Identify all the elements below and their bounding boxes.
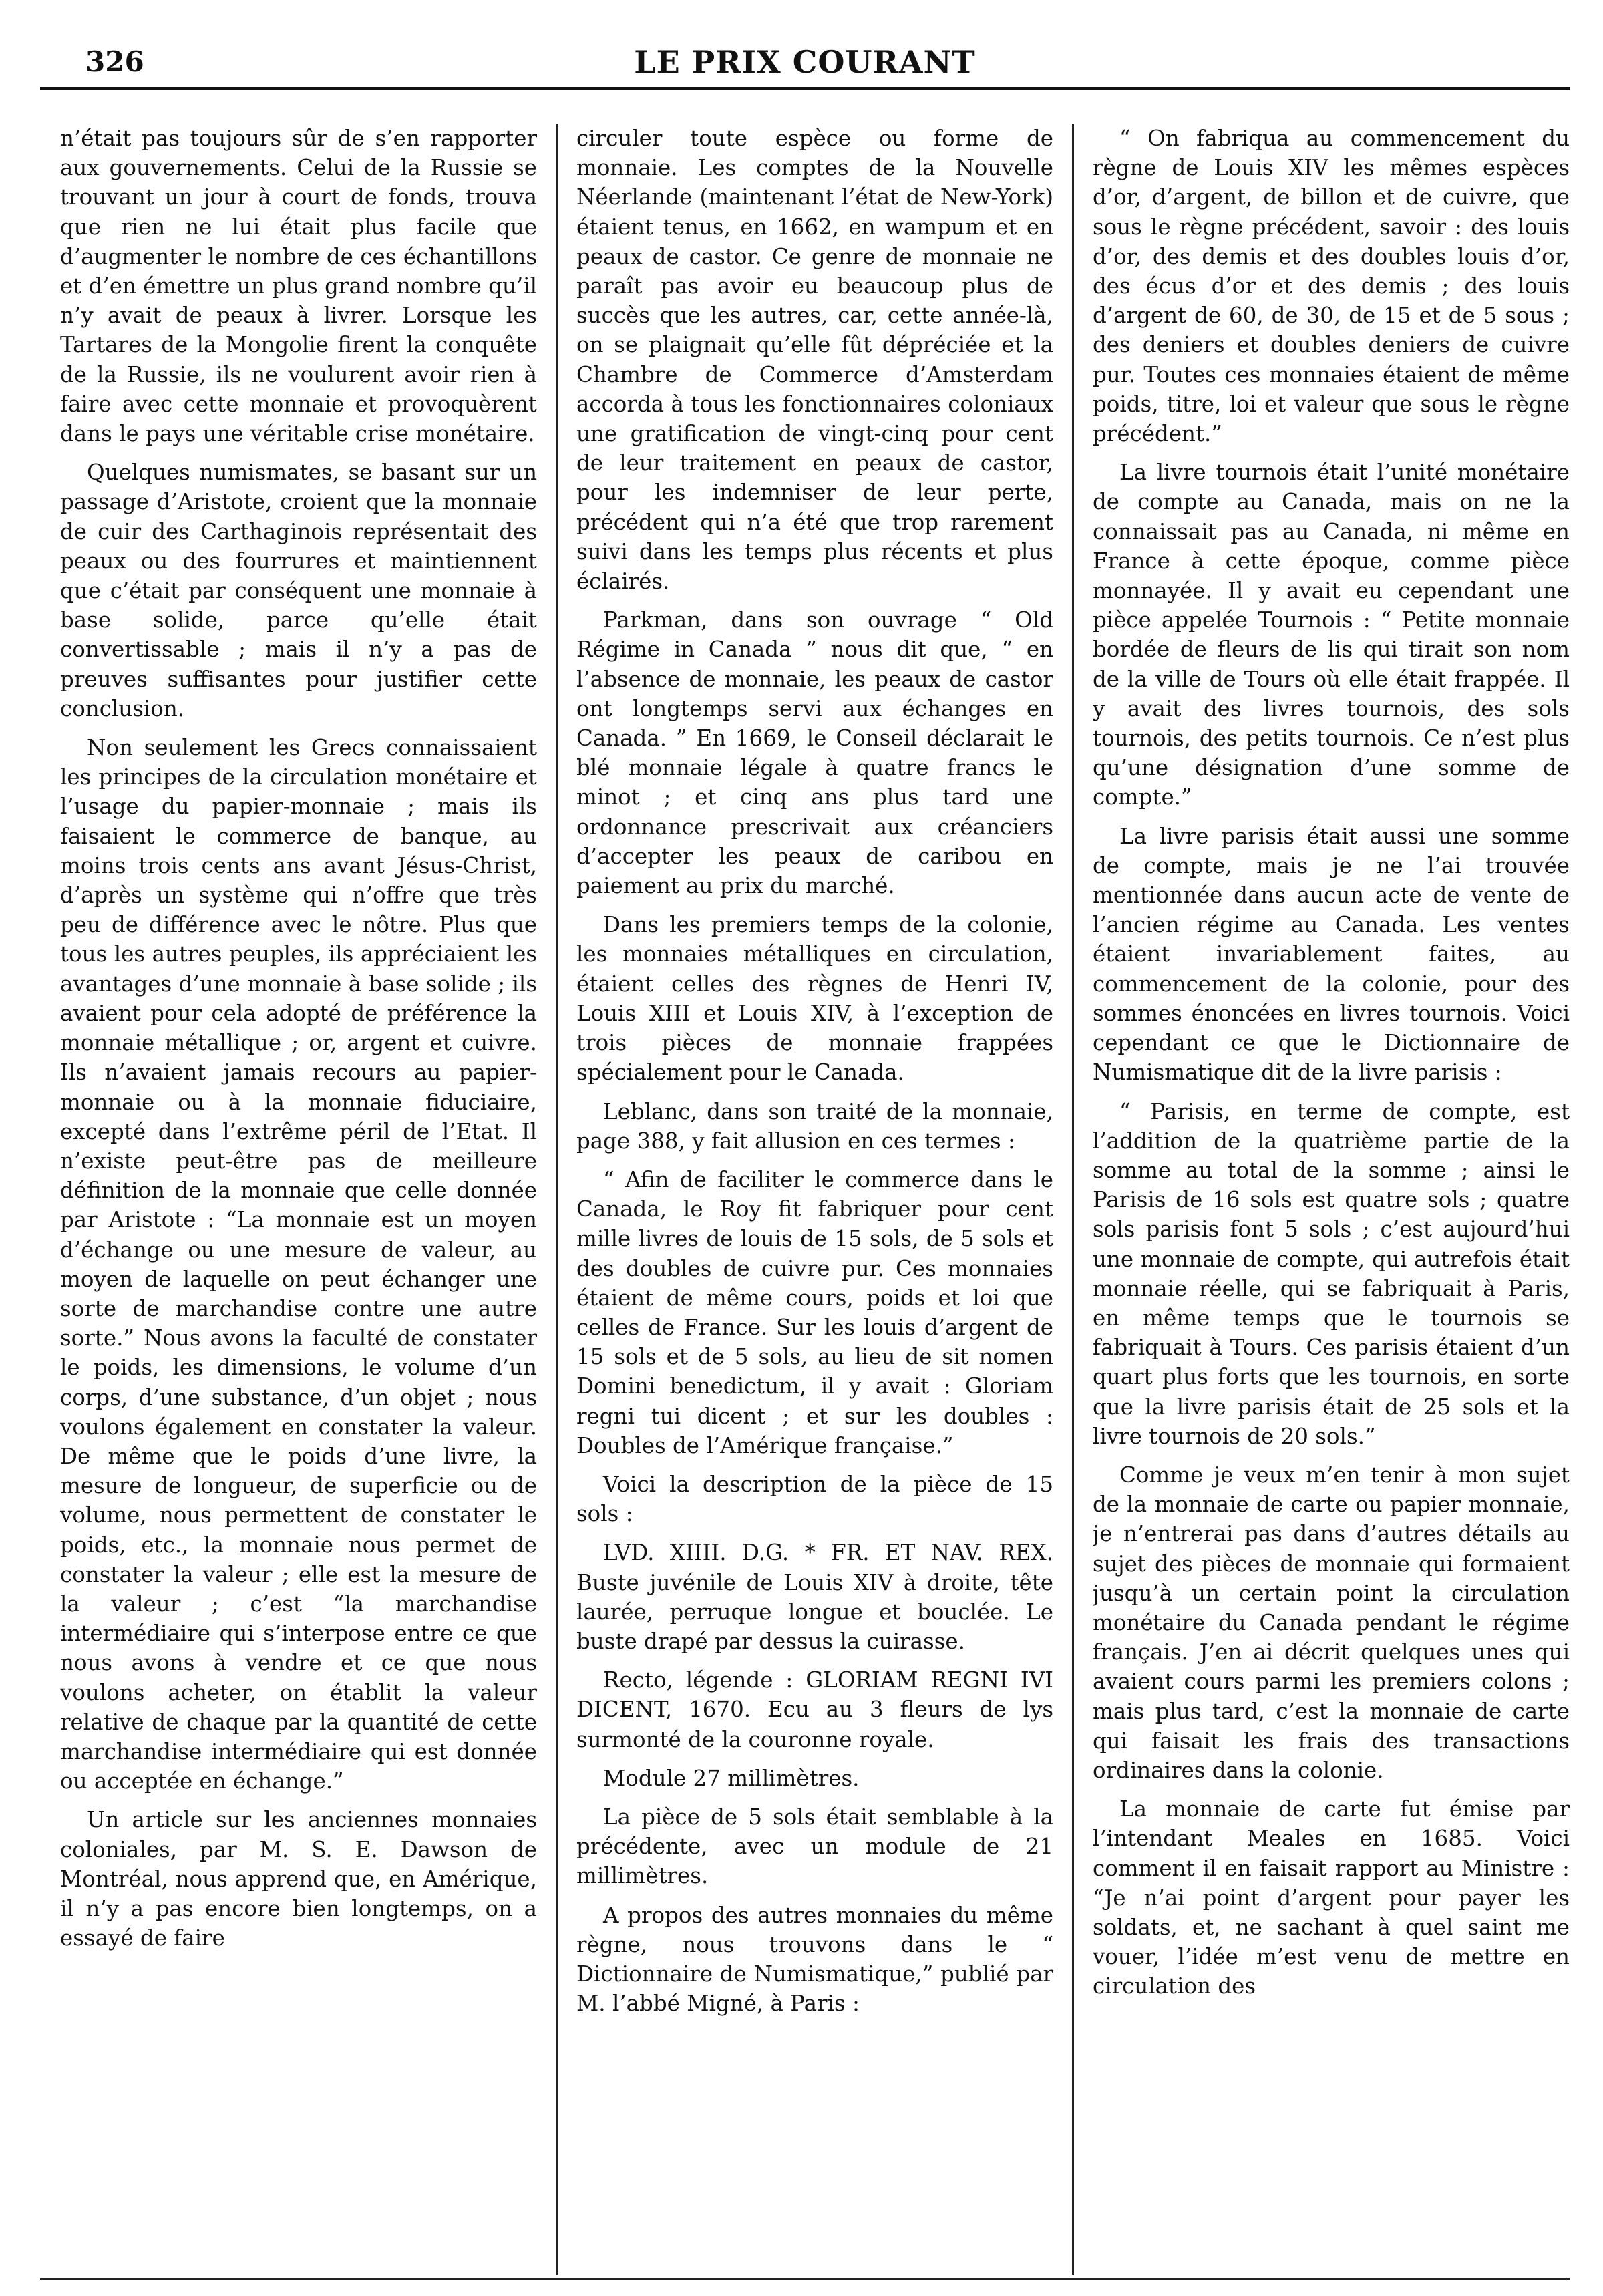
page-header [40, 40, 1570, 90]
paragraph: Leblanc, dans son traité de la monnaie, page 388, y fait allusion en ces termes : [576, 1098, 1053, 1154]
column-2 [576, 124, 1053, 2275]
column-3 [1093, 124, 1570, 2275]
text-columns [60, 124, 1570, 2275]
paragraph: Non seulement les Grecs connaissaient les principes de la circulation monétaire et l’usage du papier-monnaie ; mais ils faisaient le commerce de banque, au moins trois cents ans avant Jésus-Christ, d’après un système qui n’offre que très peu de différence avec le nôtre. Plus que tous les autres peuples, ils appréciaient les avantages d’une monnaie à base solide ; ils avaient pour cela adopté de préférence la monnaie métallique ; or, argent et cuivre. Ils n’avaient jamais recours au papier-monnaie ou à la monnaie fiduciaire, excepté dans l’extrême péril de l’Etat. Il n’existe peut-être pas de meilleure définition de la monnaie que celle donnée par Aristote : “La monnaie est un moyen d’échange ou une mesure de valeur, au moyen de laquelle on peut échanger une sorte de marchandise contre une autre sorte.” Nous avons la faculté de constater le poids, les dimensions, le volume d’un corps, d’une substance, d’un objet ; nous voulons également en constater la valeur. De même que le poids d’une livre, la mesure de longueur, de superficie ou de volume, nous permettent de constater le poids, etc., la monnaie nous permet de constater la valeur ; elle est la mesure de la valeur ; c’est “la marchandise intermédiaire qui s’interpose entre ce que nous avons à vendre et ce que nous voulons acheter, on établit la valeur relative de chaque par la quantité de cette marchandise intermédiaire qui est donnée ou acceptée en échange.” [60, 735, 537, 1794]
paragraph: La livre parisis était aussi une somme de compte, mais je ne l’ai trouvée mentionnée dans aucun acte de vente de l’ancien régime au Canada. Les ventes étaient invariablement faites, au commencement de la colonie, pour des sommes énoncées en livres tournois. Voici cependant ce que le Dictionnaire de Numismatique dit de la livre parisis : [1093, 823, 1570, 1086]
paragraph: Comme je veux m’en tenir à mon sujet de la monnaie de carte ou papier monnaie, je n’entrerai pas dans d’autres détails au sujet des pièces de monnaie qui formaient jusqu’à un certain point la circulation monétaire du Canada pendant le régime français. J’en ai décrit quelques unes qui avaient cours parmi les premiers colons ; mais plus tard, c’est la monnaie de carte qui faisait les frais des transactions ordinaires dans la colonie. [1093, 1462, 1570, 1783]
paragraph: Parkman, dans son ouvrage “ Old Régime in Canada ” nous dit que, “ en l’absence de monnaie, les peaux de castor ont longtemps servi aux échanges en Canada. ” En 1669, le Conseil déclarait le blé monnaie légale à quatre francs le minot ; et cinq ans plus tard une ordonnance prescrivait aux créanciers d’accepter les peaux de caribou en paiement au prix du marché. [576, 607, 1053, 899]
paragraph: LVD. XIIII. D.G. * FR. ET NAV. REX. Buste juvénile de Louis XIV à droite, tête laurée, perruque longue et bouclée. Le buste drapé par dessus la cuirasse. [576, 1540, 1053, 1654]
column-1 [60, 124, 537, 2275]
column-rule [1072, 124, 1074, 2275]
paragraph: n’était pas toujours sûr de s’en rapporter aux gouvernements. Celui de la Russie se trouvant un jour à court de fonds, trouva que rien ne lui était plus facile que d’augmenter le nombre de ces échantillons et d’en émettre un plus grand nombre qu’il n’y avait de peaux à livrer. Lorsque les Tartares de la Mongolie firent la conquête de la Russie, ils ne voulurent avoir rien à faire avec cette monnaie et provoquèrent dans le pays une véritable crise monétaire. [60, 126, 537, 447]
column-rule [556, 124, 558, 2275]
paragraph: Recto, légende : GLORIAM REGNI IVI DICENT, 1670. Ecu au 3 fleurs de lys surmonté de la couronne royale. [576, 1667, 1053, 1752]
journal-title: LE PRIX COURANT [634, 44, 976, 80]
paragraph: Voici la description de la pièce de 15 sols : [576, 1471, 1053, 1527]
paragraph: “ Afin de faciliter le commerce dans le Canada, le Roy fit fabriquer pour cent mille livres de louis de 15 sols, de 5 sols et des doubles de cuivre pur. Ces monnaies étaient de même cours, poids et loi que celles de France. Sur les louis d’argent de 15 sols et de 5 sols, au lieu de sit nomen Domini benedictum, il y avait : Gloriam regni tui dicent ; et sur les doubles : Doubles de l’Amérique française.” [576, 1166, 1053, 1458]
paragraph: Dans les premiers temps de la colonie, les monnaies métalliques en circulation, étaient celles des règnes de Henri IV, Louis XIII et Louis XIV, à l’exception de trois pièces de monnaie frappées spécialement pour le Canada. [576, 912, 1053, 1086]
page-number: 326 [85, 45, 144, 78]
paragraph: A propos des autres monnaies du même règne, nous trouvons dans le “ Dictionnaire de Numismatique,” publié par M. l’abbé Migné, à Paris : [576, 1902, 1053, 2017]
paragraph: “ On fabriqua au commencement du règne de Louis XIV les mêmes espèces d’or, d’argent, de billon et de cuivre, que sous le règne précédent, savoir : des louis d’or, des demis et des doubles louis d’or, des écus d’or et des demis ; des louis d’argent de 60, de 30, de 15 et de 5 sous ; des deniers et doubles deniers de cuivre pur. Toutes ces monnaies étaient de même poids, titre, loi et valeur que sous le règne précédent.” [1093, 126, 1570, 447]
paragraph: La pièce de 5 sols était semblable à la précédente, avec un module de 21 millimètres. [576, 1804, 1053, 1889]
paragraph: Module 27 millimètres. [603, 1765, 860, 1791]
paragraph: La livre tournois était l’unité monétaire de compte au Canada, mais on ne la connaissait pas au Canada, ni même en France à cette époque, comme pièce monnayée. Il y avait eu cependant une pièce appelée Tournois : “ Petite monnaie bordée de fleurs de lis qui tirait son nom de la ville de Tours où elle était frappée. Il y avait des livres tournois, des sols tournois, des petits tournois. Ce n’est plus qu’une désignation d’une somme de compte.” [1093, 460, 1570, 810]
footer-rule [40, 2278, 1570, 2280]
paragraph: circuler toute espèce ou forme de monnaie. Les comptes de la Nouvelle Néerlande (maintenant l’état de New-York) étaient tenus, en 1662, en wampum et en peaux de castor. Ce genre de monnaie ne paraît pas avoir eu beaucoup plus de succès que les autres, car, cette année-là, on se plaignait qu’elle fût dépréciée et la Chambre de Commerce d’Amsterdam accorda à tous les fonctionnaires coloniaux une gratification de vingt-cinq pour cent de leur traitement en peaux de castor, pour les indemniser de leur perte, précédent qui n’a été que trop rarement suivi dans les temps plus récents et plus éclairés. [576, 126, 1053, 595]
paragraph: “ Parisis, en terme de compte, est l’addition de la quatrième partie de la somme au total de la somme ; ainsi le Parisis de 16 sols est quatre sols ; quatre sols parisis font 5 sols ; c’est aujourd’hui une monnaie de compte, qui autrefois était monnaie réelle, qui se fabriquait à Paris, en même temps que le tournois se fabriquait à Tours. Ces parisis étaient d’un quart plus forts que les tournois, en sorte que la livre parisis était de 25 sols et la livre tournois de 20 sols.” [1093, 1098, 1570, 1449]
paragraph: Un article sur les anciennes monnaies coloniales, par M. S. E. Dawson de Montréal, nous apprend que, en Amérique, il n’y a pas encore bien longtemps, on a essayé de faire [60, 1807, 537, 1951]
paragraph: Quelques numismates, se basant sur un passage d’Aristote, croient que la monnaie de cuir des Carthaginois représentait des peaux ou des fourrures et maintiennent que c’était par conséquent une monnaie à base solide, parce qu’elle était convertissable ; mais il n’y a pas de preuves suffisantes pour justifier cette conclusion. [60, 460, 537, 721]
paragraph: La monnaie de carte fut émise par l’intendant Meales en 1685. Voici comment il en faisait rapport au Ministre : “Je n’ai point d’argent pour payer les soldats, et, ne sachant à quel saint me vouer, l’idée m’est venu de mettre en circulation des [1093, 1796, 1570, 1999]
